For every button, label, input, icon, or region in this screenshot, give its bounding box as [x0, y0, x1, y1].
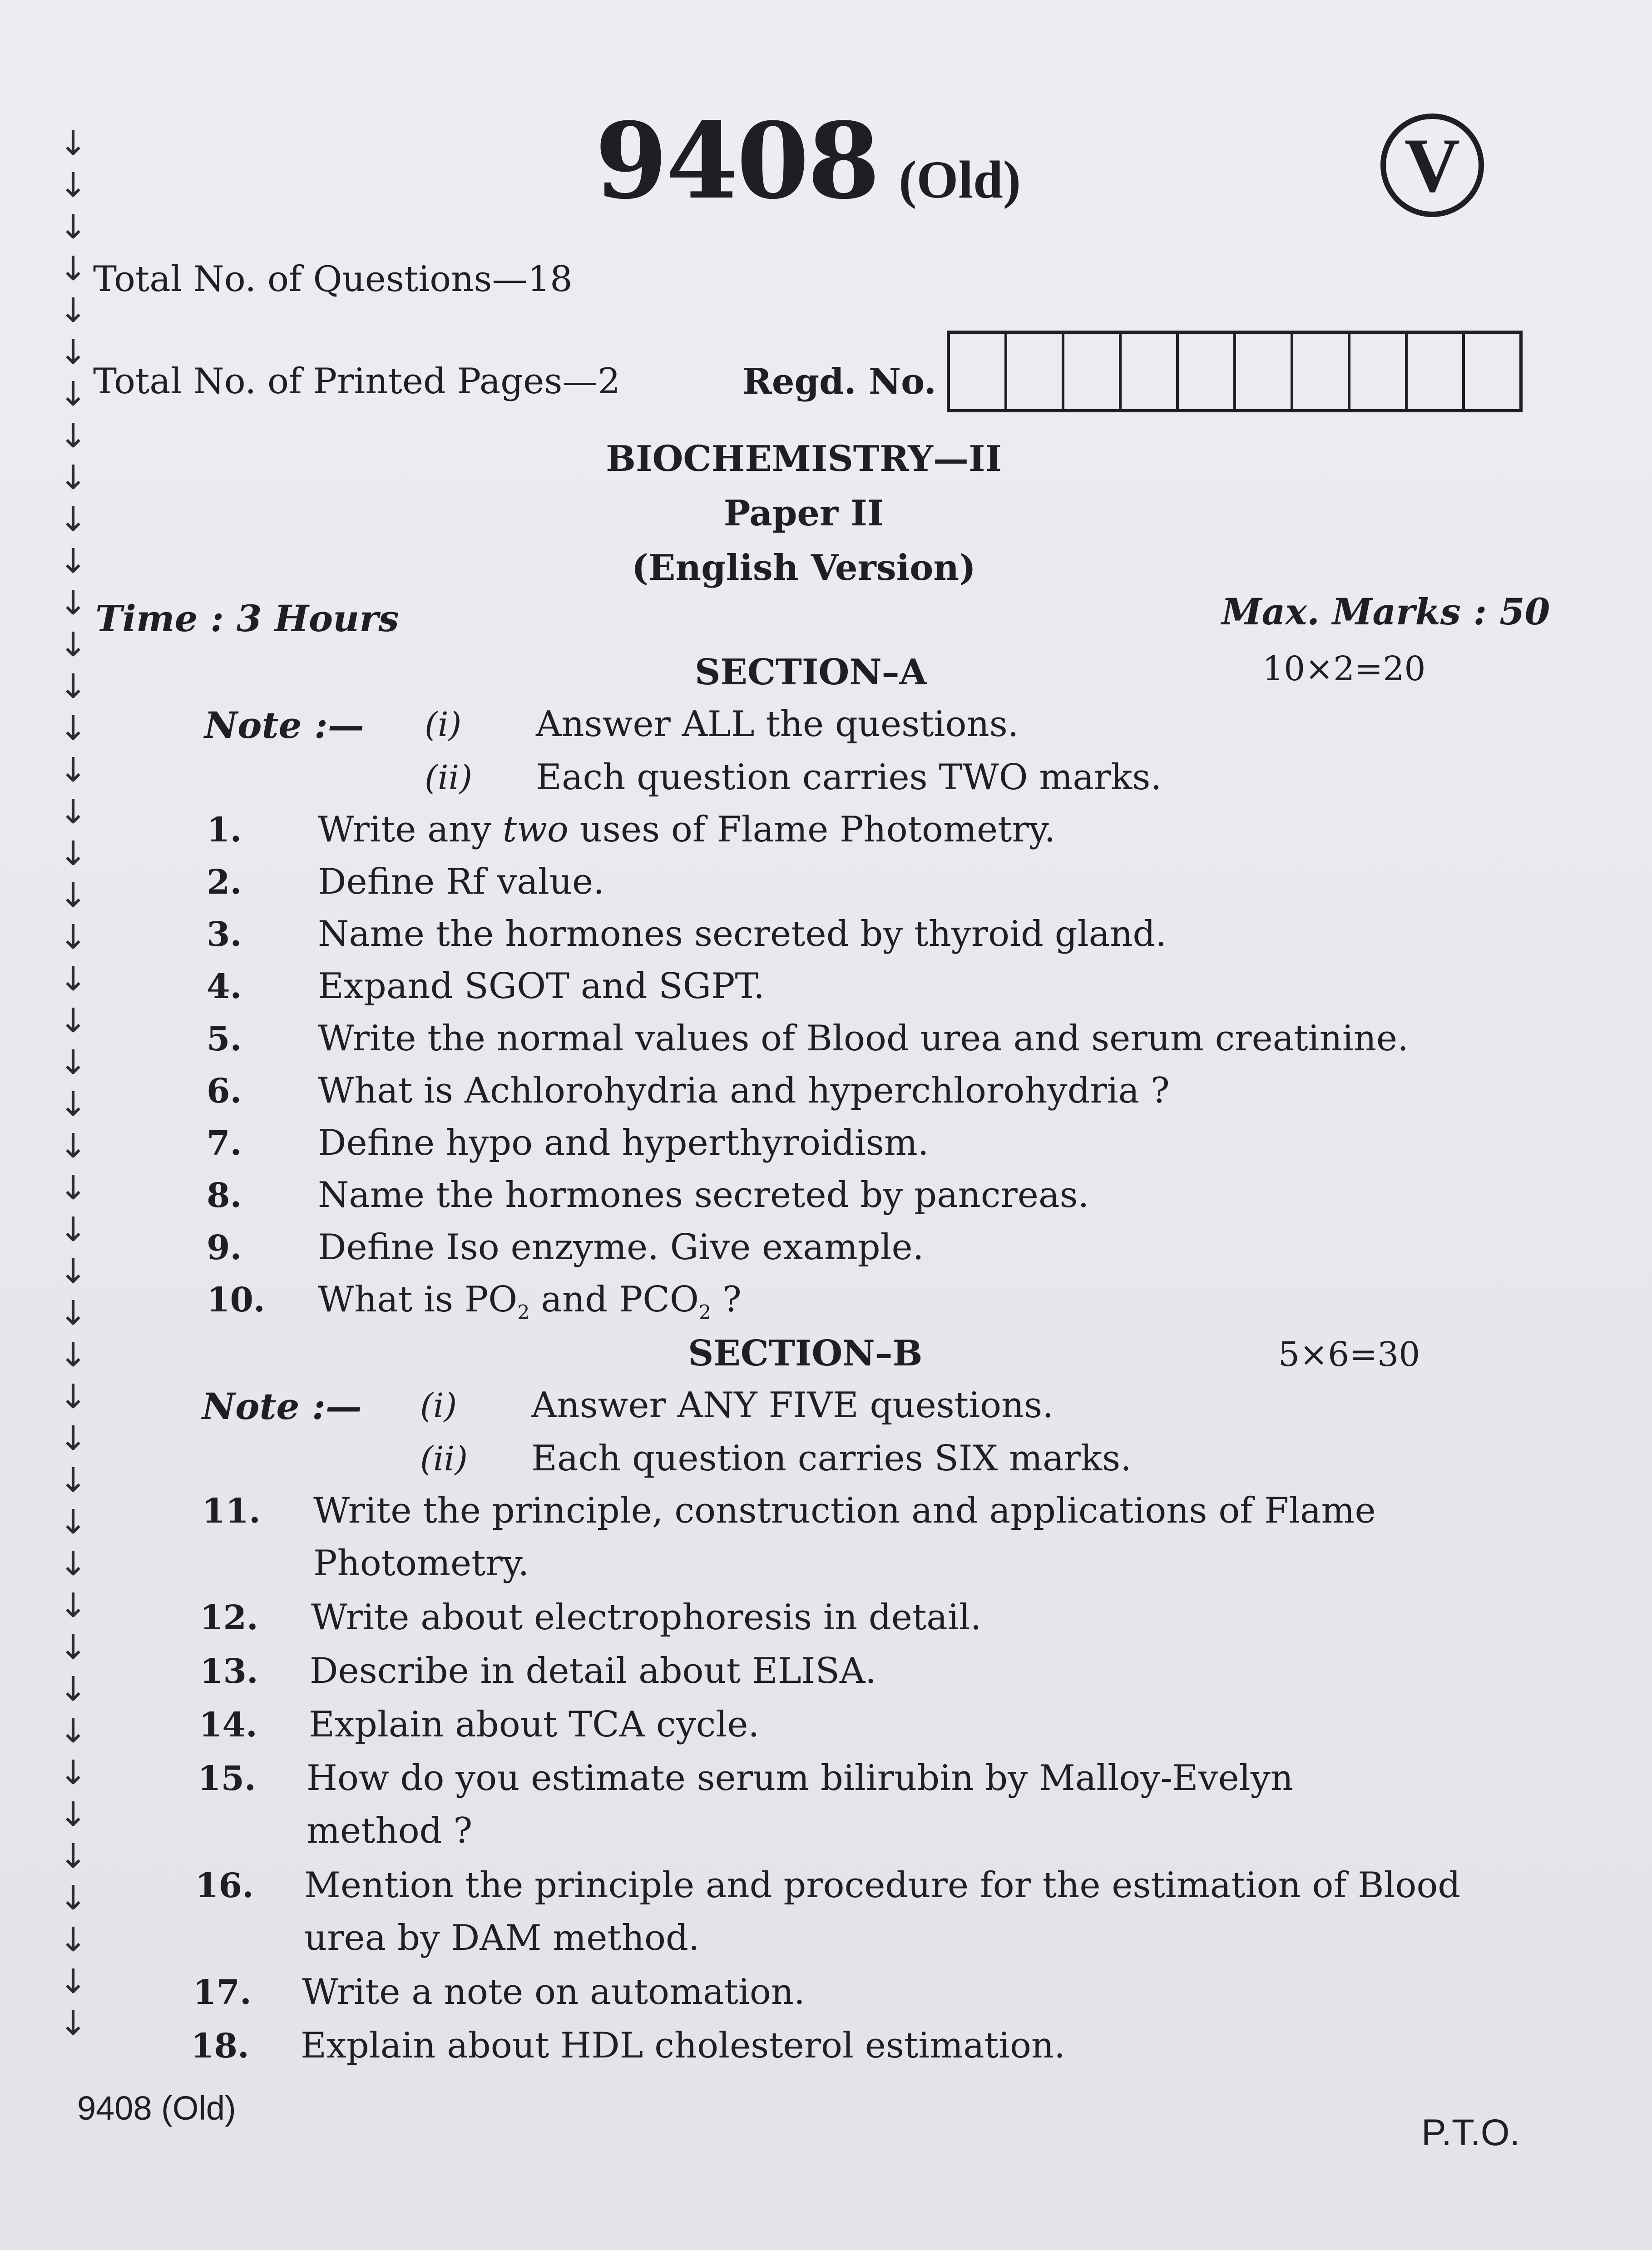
question-number: 10. — [207, 1281, 265, 1320]
margin-arrow-icon: ↓ — [59, 333, 88, 372]
version-mark: V — [1404, 122, 1460, 208]
question-number: 8. — [207, 1176, 242, 1215]
regd-box[interactable] — [1007, 334, 1064, 409]
margin-arrow-icon: ↓ — [59, 834, 88, 873]
total-pages: Total No. of Printed Pages—2 — [93, 361, 620, 402]
margin-arrow-icon: ↓ — [59, 1461, 88, 1500]
question-number: 15. — [198, 1759, 256, 1798]
question-text: Define hypo and hyperthyroidism. — [318, 1123, 929, 1163]
question-number: 13. — [200, 1652, 258, 1691]
regd-box[interactable] — [1408, 334, 1465, 409]
section-b-note-text: Answer ANY FIVE questions. — [531, 1385, 1054, 1426]
regd-box[interactable] — [1179, 334, 1236, 409]
subject-heading: BIOCHEMISTRY—II — [606, 438, 1002, 480]
regd-box[interactable] — [1293, 334, 1350, 409]
question-text: Write any two uses of Flame Photometry. — [318, 809, 1056, 850]
margin-arrow-icon: ↓ — [59, 1753, 88, 1792]
margin-arrow-icon: ↓ — [59, 2004, 88, 2043]
section-a-marks: 10×2=20 — [1262, 649, 1426, 688]
regd-box[interactable] — [1465, 334, 1519, 409]
regd-number-boxes[interactable] — [947, 331, 1523, 412]
margin-arrow-icon: ↓ — [59, 1920, 88, 1959]
question-text: How do you estimate serum bilirubin by Malloy-Evelyn — [307, 1758, 1294, 1799]
regd-box[interactable] — [950, 334, 1007, 409]
question-number: 7. — [207, 1124, 242, 1163]
paper-code: 9408 — [595, 100, 879, 223]
margin-arrow-icon: ↓ — [59, 918, 88, 957]
section-a-note-num: (ii) — [425, 758, 473, 797]
margin-arrow-icon: ↓ — [59, 291, 88, 330]
margin-arrow-icon: ↓ — [59, 1168, 88, 1207]
margin-arrow-icon: ↓ — [59, 1879, 88, 1918]
margin-arrow-icon: ↓ — [59, 1544, 88, 1583]
margin-arrow-icon: ↓ — [59, 166, 88, 205]
margin-arrow-icon: ↓ — [59, 1335, 88, 1375]
margin-arrow-icon: ↓ — [59, 1252, 88, 1291]
margin-arrow-icon: ↓ — [59, 751, 88, 790]
regd-label: Regd. No. — [742, 361, 936, 402]
question-text: Write the principle, construction and applications of Flame — [313, 1490, 1376, 1531]
question-text: Mention the principle and procedure for the estimation of Blood — [304, 1865, 1461, 1906]
margin-arrow-icon: ↓ — [59, 667, 88, 706]
margin-arrow-icon: ↓ — [59, 1795, 88, 1834]
section-a-note-num: (i) — [425, 705, 462, 744]
question-text-continued: urea by DAM method. — [304, 1918, 700, 1958]
margin-arrow-icon: ↓ — [59, 1001, 88, 1040]
question-text: Name the hormones secreted by pancreas. — [318, 1175, 1089, 1216]
question-text-continued: Photometry. — [313, 1543, 529, 1584]
question-number: 5. — [207, 1019, 242, 1058]
section-a-note-text: Each question carries TWO marks. — [536, 757, 1162, 798]
question-text: What is $PO_2$ and $PCO_2$ ? — [318, 1279, 742, 1324]
section-b-note-label: Note :— — [202, 1385, 362, 1428]
question-number: 17. — [193, 1973, 252, 2012]
margin-arrow-icon: ↓ — [59, 1419, 88, 1458]
question-text: Define Rf value. — [318, 861, 605, 902]
question-number: 9. — [207, 1228, 242, 1267]
margin-arrow-icon: ↓ — [59, 1837, 88, 1876]
regd-box[interactable] — [1064, 334, 1122, 409]
question-number: 3. — [207, 915, 242, 954]
paper-title — [595, 100, 1021, 223]
version-mark-circle — [1380, 114, 1484, 217]
total-questions: Total No. of Questions—18 — [93, 259, 573, 300]
margin-arrow-icon: ↓ — [59, 208, 88, 247]
time-allowed: Time : 3 Hours — [95, 597, 399, 640]
margin-arrow-icon: ↓ — [59, 1085, 88, 1124]
regd-box[interactable] — [1122, 334, 1179, 409]
section-b-marks: 5×6=30 — [1278, 1335, 1420, 1374]
question-text: Write the normal values of Blood urea and serum creatinine. — [318, 1018, 1409, 1059]
margin-arrow-icon: ↓ — [59, 1377, 88, 1416]
margin-arrow-icon: ↓ — [59, 709, 88, 748]
margin-arrow-icon: ↓ — [59, 1210, 88, 1249]
paper-heading: Paper II — [723, 493, 884, 534]
question-number: 1. — [207, 811, 242, 850]
margin-arrow-icon: ↓ — [59, 584, 88, 623]
version-heading: (English Version) — [632, 547, 976, 588]
section-b-title: SECTION–B — [688, 1333, 923, 1374]
question-text: Expand SGOT and SGPT. — [318, 966, 765, 1007]
question-text: Write a note on automation. — [302, 1972, 805, 2013]
margin-arrow-icon: ↓ — [59, 1962, 88, 2001]
question-text: Explain about TCA cycle. — [309, 1704, 760, 1745]
question-text-continued: method ? — [307, 1810, 473, 1851]
section-a-note-text: Answer ALL the questions. — [536, 704, 1019, 745]
margin-arrow-icon: ↓ — [59, 1127, 88, 1166]
margin-arrow-icon: ↓ — [59, 124, 88, 163]
regd-box[interactable] — [1236, 334, 1293, 409]
margin-arrow-icon: ↓ — [59, 959, 88, 999]
section-a-title: SECTION–A — [695, 652, 927, 693]
question-text: Explain about HDL cholesterol estimation. — [301, 2025, 1065, 2066]
footer-paper-code: 9408 (Old) — [77, 2089, 236, 2127]
margin-arrow-icon: ↓ — [59, 1628, 88, 1667]
margin-arrow-icon: ↓ — [59, 1294, 88, 1333]
question-text: What is Achlorohydria and hyperchlorohydria ? — [318, 1070, 1170, 1111]
section-a-note-label: Note :— — [204, 704, 364, 747]
margin-arrow-icon: ↓ — [59, 416, 88, 455]
margin-arrows — [59, 123, 86, 2044]
question-text: Write about electrophoresis in detail. — [311, 1597, 982, 1638]
margin-arrow-icon: ↓ — [59, 500, 88, 539]
margin-arrow-icon: ↓ — [59, 792, 88, 831]
regd-box[interactable] — [1350, 334, 1408, 409]
question-number: 18. — [191, 2027, 249, 2066]
question-number: 4. — [207, 967, 242, 1006]
section-b-note-num: (i) — [420, 1386, 457, 1425]
margin-arrow-icon: ↓ — [59, 375, 88, 414]
margin-arrow-icon: ↓ — [59, 1503, 88, 1542]
section-b-note-text: Each question carries SIX marks. — [531, 1438, 1132, 1479]
question-number: 2. — [207, 863, 242, 902]
question-number: 12. — [200, 1598, 258, 1637]
question-number: 11. — [202, 1492, 261, 1531]
question-text: Name the hormones secreted by thyroid gland. — [318, 914, 1167, 954]
page-turn-over: P.T.O. — [1421, 2112, 1520, 2153]
margin-arrow-icon: ↓ — [59, 1043, 88, 1082]
max-marks: Max. Marks : 50 — [1222, 590, 1550, 633]
margin-arrow-icon: ↓ — [59, 1670, 88, 1709]
question-text: Define Iso enzyme. Give example. — [318, 1227, 924, 1268]
margin-arrow-icon: ↓ — [59, 876, 88, 915]
question-number: 6. — [207, 1072, 242, 1111]
section-b-note-num: (ii) — [420, 1439, 468, 1479]
question-number: 14. — [199, 1706, 257, 1745]
margin-arrow-icon: ↓ — [59, 542, 88, 581]
margin-arrow-icon: ↓ — [59, 458, 88, 497]
question-number: 16. — [195, 1866, 254, 1905]
margin-arrow-icon: ↓ — [59, 249, 88, 288]
paper-variant: (Old) — [899, 150, 1021, 209]
margin-arrow-icon: ↓ — [59, 625, 88, 664]
margin-arrow-icon: ↓ — [59, 1586, 88, 1625]
margin-arrow-icon: ↓ — [59, 1711, 88, 1751]
question-text: Describe in detail about ELISA. — [310, 1651, 876, 1691]
